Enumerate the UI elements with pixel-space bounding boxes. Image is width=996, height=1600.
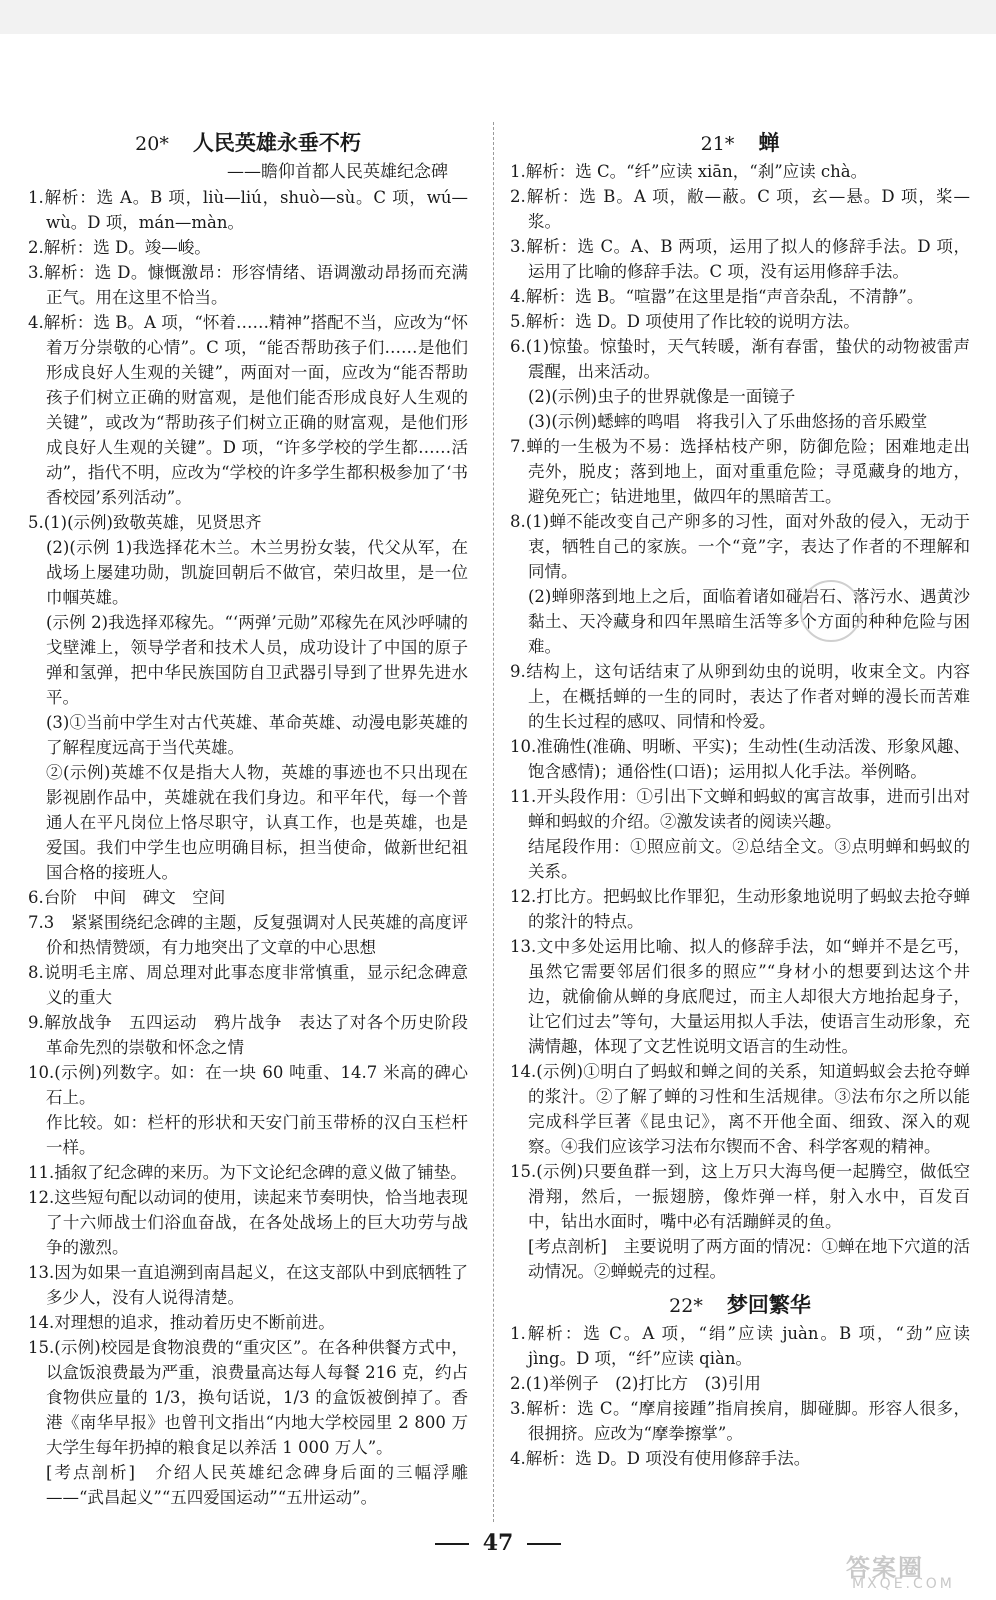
answer-item [28,910,468,960]
answer-line: 5.解析：选 D。D 项使用了作比较的说明方法。 [510,312,860,331]
answer-line: 10.(示例)列数字。如：在一块 60 吨重、14.7 米高的碑心石上。 [28,1063,468,1107]
answer-item [28,310,468,510]
column-divider [493,122,494,1522]
answer-line: 6.(1)惊蛰。惊蛰时，天气转暖，渐有春雷，蛰伏的动物被雷声震醒，出来活动。 [510,337,970,381]
answer-list-21 [510,159,970,1284]
answer-item [28,885,468,910]
section-number: 20* [135,133,169,155]
answer-line: 9.结构上，这句话结束了从卵到幼虫的说明，收束全文。内容上，在概括蝉的一生的同时，表达了作者对蝉的漫长而苦难的生长过程的感叹、同情和怜爱。 [510,662,970,731]
answer-line: 1.解析：选 C。“纤”应读 xiān，“刹”应读 chà。 [510,162,868,181]
answer-line: 4.解析：选 B。“喧嚣”在这里是指“声音杂乱，不清静”。 [510,287,924,306]
answer-line: 14.对理想的追求，推动着历史不断前进。 [28,1313,335,1332]
page-number-dash [435,1543,469,1545]
answer-line: 1.解析：选 C。A 项，“绢”应读 juàn。B 项，“劲”应读 jìng。D 项，“纤”应读 qiàn。 [510,1324,970,1368]
answer-line: (2)蝉卵落到地上之后，面临着诸如碰岩石、落污水、遇黄沙黏土、天冷藏身和四年黑暗生活等多个方面的种种危险与困难。 [528,587,970,656]
answer-line: 13.因为如果一直追溯到南昌起义，在这支部队中到底牺牲了多少人，没有人说得清楚。 [28,1263,468,1307]
answer-item [510,434,970,509]
answer-item [28,1260,468,1310]
answer-item [510,334,970,434]
answer-line: 结尾段作用：①照应前文。②总结全文。③点明蝉和蚂蚁的关系。 [528,837,970,881]
answer-line: 作比较。如：栏杆的形状和天安门前玉带桥的汉白玉栏杆一样。 [46,1113,468,1157]
answer-line: 12.这些短句配以动词的使用，读起来节奏明快，恰当地表现了十六师战士们浴血奋战，在各处战场上的巨大功劳与战争的激烈。 [28,1188,468,1257]
answer-line: 3.解析：选 C。“摩肩接踵”指肩挨肩，脚碰脚。形容人很多，很拥挤。应改为“摩拳擦掌”。 [510,1399,970,1443]
answer-item [28,185,468,235]
answer-item [28,1335,468,1510]
answer-item [510,884,970,934]
answer-line: 4.解析：选 D。D 项没有使用修辞手法。 [510,1449,811,1468]
answer-item [510,1059,970,1159]
answer-line: 6.台阶 中间 碑文 空间 [28,888,226,907]
answer-line: 11.插叙了纪念碑的来历。为下文论纪念碑的意义做了铺垫。 [28,1163,467,1182]
answer-line: 12.打比方。把蚂蚁比作罪犯，生动形象地说明了蚂蚁去抢夺蝉的浆汁的特点。 [510,887,970,931]
answer-item [28,1310,468,1335]
section-title-22 [510,1290,970,1321]
answer-item [510,1159,970,1284]
answer-line: 2.解析：选 B。A 项，敝—蔽。C 项，玄—悬。D 项，桨—浆。 [510,187,970,231]
answer-item [28,510,468,885]
answer-item [510,1371,970,1396]
stamp-mark [800,580,862,642]
answer-item [510,1321,970,1371]
answer-item [28,1010,468,1060]
answer-item [510,509,970,659]
answer-line: 15.(示例)校园是食物浪费的“重灾区”。在各种供餐方式中，以盒饭浪费最为严重，浪费量高达每人每餐 216 克，约占食物供应量的 1/3，换句话说，1/3 的盒饭被倒掉了。香港《南华早报》也曾刊文指出“内地大学校园里 2 800 万大学生每年扔掉的粮食足以养活 1 000 万人”。 [28,1338,468,1457]
answer-item [510,159,970,184]
section-title-text: 梦回繁华 [726,1292,811,1317]
watermark-logo [842,1548,982,1594]
section-subtitle: ——瞻仰首都人民英雄纪念碑 [227,162,448,182]
answer-list-20 [28,185,468,1510]
section-number: 22* [669,1295,703,1317]
answer-line: (示例 2)我选择邓稼先。“‘两弹’元勋”邓稼先在风沙呼啸的戈壁滩上，领导学者和技术人员，成功设计了中国的原子弹和氢弹，把中华民族国防自卫武器引导到了世界先进水平。 [46,613,468,707]
answer-line: 2.解析：选 D。竣—峻。 [28,238,211,257]
answer-item [510,1446,970,1471]
answer-line: 15.(示例)只要鱼群一到，这上万只大海鸟便一起腾空，做低空滑翔，然后，一振翅膀，像炸弹一样，射入水中，百发百中，钻出水面时，嘴中必有活蹦鲜灵的鱼。 [510,1162,970,1231]
answer-item [510,784,970,884]
answer-item [28,1060,468,1160]
answer-line: 4.解析：选 B。A 项，“怀着……精神”搭配不当，应改为“怀着万分崇敬的心情”。C 项，“能否帮助孩子们……是他们形成良好人生观的关键”，两面对一面，应改为“能否帮助孩子们树立正确的财富观，是他们能否形成良好人生观的关键”，或改为“帮助孩子们树立正确的财富观，是他们形成良好人生观的关键”。D 项，“许多学校的学生都……活动”，指代不明，应改为“学校的许多学生都积极参加了‘书香校园’系列活动”。 [28,313,468,507]
answer-line: (2)(示例)虫子的世界就像是一面镜子 [528,387,796,406]
page-number-dash [527,1543,561,1545]
answer-item [510,934,970,1059]
answer-line: [考点剖析] 介绍人民英雄纪念碑身后面的三幅浮雕——“武昌起义”“五四爱国运动”“五卅运动”。 [46,1463,468,1507]
answer-line: 7.3 紧紧围绕纪念碑的主题，反复强调对人民英雄的高度评价和热情赞颂，有力地突出了文章的中心思想 [28,913,468,957]
answer-line: 9.解放战争 五四运动 鸦片战争 表达了对各个历史阶段革命先烈的崇敬和怀念之情 [28,1013,468,1057]
section-number: 21* [700,133,735,155]
left-column [28,122,468,1510]
answer-item [510,734,970,784]
answer-line: 14.(示例)①明白了蚂蚁和蝉之间的关系，知道蚂蚁会去抢夺蝉的浆汁。②了解了蝉的习性和生活规律。③法布尔之所以能完成科学巨著《昆虫记》，离不开他全面、细致、深入的观察。④我们应该学习法布尔锲而不舍、科学客观的精神。 [510,1062,970,1156]
answer-line: 5.(1)(示例)致敬英雄，见贤思齐 [28,513,262,532]
answer-item [510,309,970,334]
answer-line: 2.(1)举例子 (2)打比方 (3)引用 [510,1374,761,1393]
answer-line: 3.解析：选 D。慷慨激昂：形容情绪、语调激动昂扬而充满正气。用在这里不恰当。 [28,263,468,307]
answer-line: [考点剖析] 主要说明了两方面的情况：①蝉在地下穴道的活动情况。②蝉蜕壳的过程。 [528,1237,970,1281]
answer-line: 3.解析：选 C。A、B 两项，运用了拟人的修辞手法。D 项，运用了比喻的修辞手法。C 项，没有运用修辞手法。 [510,237,970,281]
answer-line: 8.说明毛主席、周总理对此事态度非常慎重，显示纪念碑意义的重大 [28,963,468,1007]
answer-line: (3)(示例)蟋蟀的鸣唱 将我引入了乐曲悠扬的音乐殿堂 [528,412,928,431]
watermark-main: 答案圈 [846,1554,924,1582]
answer-line: 10.准确性(准确、明晰、平实)；生动性(生动活泼、形象风趣、饱含感情)；通俗性(口语)；运用拟人化手法。举例略。 [510,737,970,781]
section-title-21 [510,128,970,159]
answer-item [28,1160,468,1185]
answer-item [510,184,970,234]
answer-item [510,659,970,734]
answer-item [510,1396,970,1446]
answer-list-22 [510,1321,970,1471]
answer-line: 1.解析：选 A。B 项，liù—liú，shuò—sù。C 项，wú—wù。D 项，mán—màn。 [28,188,468,232]
section-title-text: 蝉 [758,130,780,155]
top-band [0,0,996,34]
answer-line: (3)①当前中学生对古代英雄、革命英雄、动漫电影英雄的了解程度远高于当代英雄。 [46,713,468,757]
page-number-text: 47 [482,1530,514,1556]
answer-item [510,284,970,309]
answer-line: 11.开头段作用：①引出下文蝉和蚂蚁的寓言故事，进而引出对蝉和蚂蚁的介绍。②激发读者的阅读兴趣。 [510,787,970,831]
section-title-text: 人民英雄永垂不朽 [192,130,361,155]
answer-item [28,235,468,260]
answer-line: (2)(示例 1)我选择花木兰。木兰男扮女装，代父从军，在战场上屡建功勋，凯旋回朝后不做官，荣归故里，是一位巾帼英雄。 [46,538,468,607]
answer-item [28,960,468,1010]
watermark-url: MXQE.COM [852,1576,955,1592]
answer-item [510,234,970,284]
answer-item [28,260,468,310]
section-title-20 [28,128,468,159]
answer-item [28,1185,468,1260]
answer-line: 13.文中多处运用比喻、拟人的修辞手法，如“蝉并不是乞丐，虽然它需要邻居们很多的照应”“身材小的想要到达这个井边，就偷偷从蝉的身底爬过，而主人却很大方地抬起身子，让它们过去”等句，大量运用拟人手法，使语言生动形象，充满情趣，体现了文艺性说明文语言的生动性。 [510,937,970,1056]
answer-line: ②(示例)英雄不仅是指大人物，英雄的事迹也不只出现在影视剧作品中，英雄就在我们身边。和平年代，每一个普通人在平凡岗位上恪尽职守，认真工作，也是英雄，也是爱国。我们中学生也应明确目标，担当使命，做新世纪祖国合格的接班人。 [46,763,468,882]
right-column [510,122,970,1471]
answer-line: 8.(1)蝉不能改变自己产卵多的习性，面对外敌的侵入，无动于衷，牺牲自己的家族。一个“竟”字，表达了作者的不理解和同情。 [510,512,970,581]
answer-line: 7.蝉的一生极为不易：选择枯枝产卵，防御危险；困难地走出壳外，脱皮；落到地上，面对重重危险；寻觅藏身的地方，避免死亡；钻进地里，做四年的黑暗苦工。 [510,437,970,506]
